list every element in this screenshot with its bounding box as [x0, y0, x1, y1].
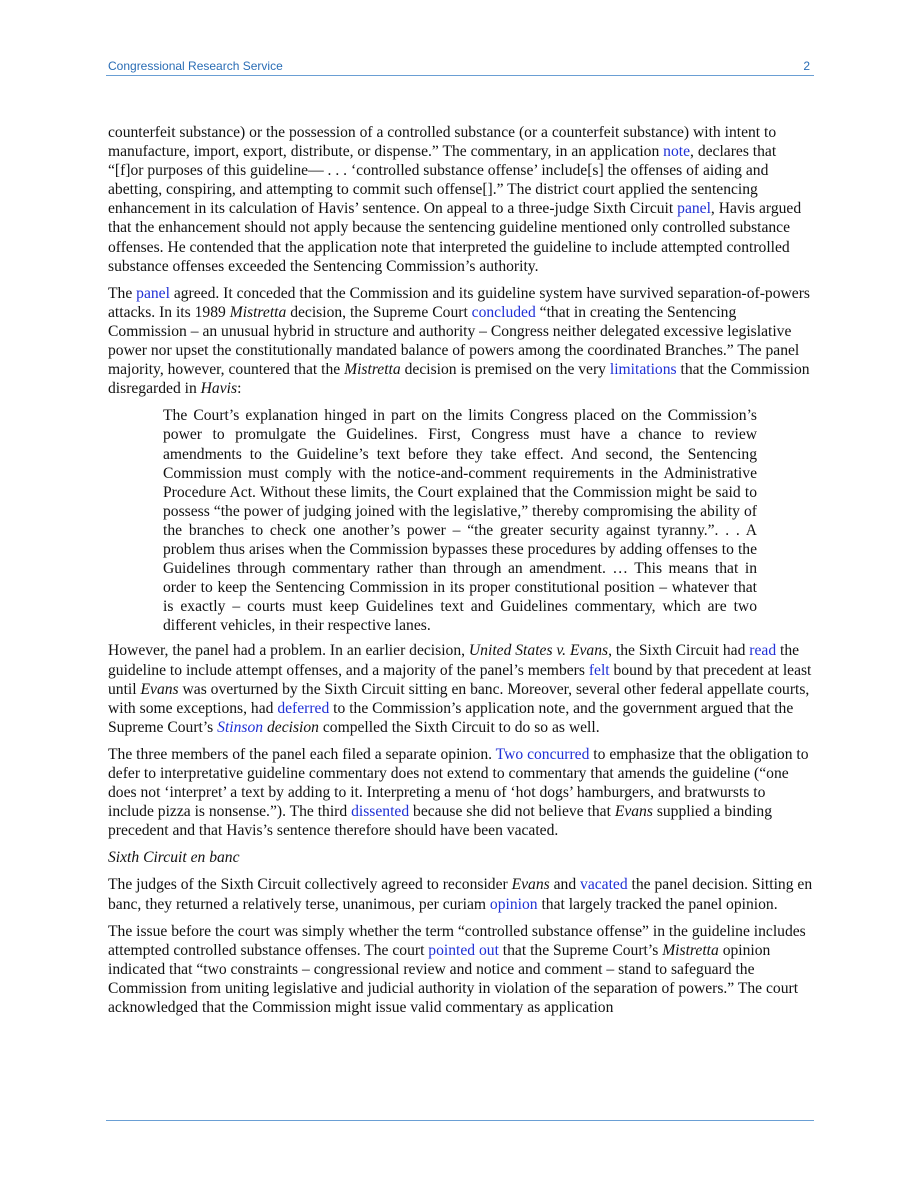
- link-felt[interactable]: felt: [588, 661, 610, 679]
- link-concluded[interactable]: concluded: [471, 303, 536, 321]
- link-pointed-out[interactable]: pointed out: [428, 941, 499, 959]
- section-subheading: Sixth Circuit en banc: [108, 849, 240, 867]
- paragraph-4: The three members of the panel each filed a separate opinion. Two concurred to emphasize that the obligation to defer to interpretative guideline commentary does not extend to commentary that amends the guideline (“one does not ‘interpret’ a text by adding to it. Interpreting a menu of ‘hot dogs’ hamburgers, and bratwursts to include pizza is nonsense.”). The third dissented because she did not believe that Evans supplied a binding precedent and that Havis’s sentence therefore should have been vacated.: [108, 745, 809, 840]
- block-quote: The Court’s explanation hinged in part on the limits Congress placed on the Commission’s power to promulgate the Guidelines. First, Congress must have a chance to review amendments to the Guideline’s text before they take effect. And second, the Sentencing Commission must comply with the notice-and-comment requirements in the Administrative Procedure Act. Without these limits, the Court explained that the Commission might be said to possess “the power of judging joined with the legislative,” thereby compromising the ability of the branches to check one another’s power – “the greater security against tyranny.”. . . A problem thus arises when the Commission bypasses these procedures by adding offenses to the Guidelines through commentary rather than through an amendment. … This means that in order to keep the Sentencing Commission in its proper constitutional position – whatever that is exactly – courts must keep Guidelines text and Guidelines commentary, which are two different vehicles, in their respective lanes.: [163, 407, 757, 635]
- paragraph-1: counterfeit substance) or the possession of a controlled substance (or a counterfeit substance) with intent to manufacture, import, export, distribute, or dispense.” The commentary, in an application note, declares that “[f]or purposes of this guideline— . . . ‘controlled substance offense’ include[s] the offenses of aiding and abetting, conspiring, and attempting to commit such offense[].” The district court applied the sentencing enhancement in its calculation of Havis’ sentence. On appeal to a three-judge Sixth Circuit panel, Havis argued that the enhancement should not apply because the sentencing guideline mentioned only controlled substance offenses. He contended that the application note that interpreted the guideline to include attempted controlled substance offenses exceeded the Sentencing Commission’s authority.: [108, 124, 802, 275]
- link-limitations[interactable]: limitations: [609, 361, 677, 379]
- link-panel-agreed[interactable]: panel: [136, 284, 170, 302]
- header-rule: [106, 75, 814, 76]
- link-dissented[interactable]: dissented: [351, 803, 410, 821]
- link-note[interactable]: note: [663, 143, 691, 161]
- paragraph-3: However, the panel had a problem. In an earlier decision, United States v. Evans, the Sixth Circuit had read the guideline to include attempt offenses, and a majority of the panel’s members felt bound by that precedent at least until Evans was overturned by the Sixth Circuit sitting en banc. Moreover, several other federal appellate courts, with some exceptions, had deferred to the Commission’s application note, and the government argued that the Supreme Court’s Stinson decision compelled the Sixth Circuit to do so as well.: [108, 642, 812, 736]
- link-opinion[interactable]: opinion: [489, 895, 538, 913]
- document-body: [108, 123, 814, 1025]
- link-panel[interactable]: panel: [677, 200, 711, 218]
- running-header: [108, 59, 814, 75]
- paragraph-6: The issue before the court was simply whether the term “controlled substance offense” in the guideline includes attempted controlled substance offenses. The court pointed out that the Supreme Court’s Mistretta opinion indicated that “two constraints – congressional review and notice and comment – stand to safeguard the Commission from uniting legislative and judicial authority in violation of the separation of powers.” The court acknowledged that the Commission might issue valid commentary as application: [108, 922, 806, 1017]
- paragraph-5: The judges of the Sixth Circuit collectively agreed to reconsider Evans and vacated the panel decision. Sitting en banc, they returned a relatively terse, unanimous, per curiam opinion that largely tracked the panel opinion.: [108, 876, 813, 913]
- link-vacated[interactable]: vacated: [580, 876, 628, 894]
- link-two-concurred[interactable]: Two concurred: [495, 745, 590, 763]
- page-number: 2: [803, 59, 810, 73]
- footer-rule: [106, 1120, 814, 1121]
- link-stinson-decision[interactable]: Stinson: [217, 718, 264, 736]
- link-read[interactable]: read: [749, 642, 777, 660]
- header-publisher: Congressional Research Service: [108, 59, 283, 73]
- paragraph-2: The panel agreed. It conceded that the Commission and its guideline system have survived separation-of-powers attacks. In its 1989 Mistretta decision, the Supreme Court concluded “that in creating the Sentencing Commission – an unusual hybrid in structure and authority – Congress neither delegated excessive legislative power nor upset the constitutionally mandated balance of powers among the coordinated Branches.” The panel majority, however, countered that the Mistretta decision is premised on the very limitations that the Commission disregarded in Havis:: [108, 284, 810, 398]
- link-deferred[interactable]: deferred: [277, 699, 330, 717]
